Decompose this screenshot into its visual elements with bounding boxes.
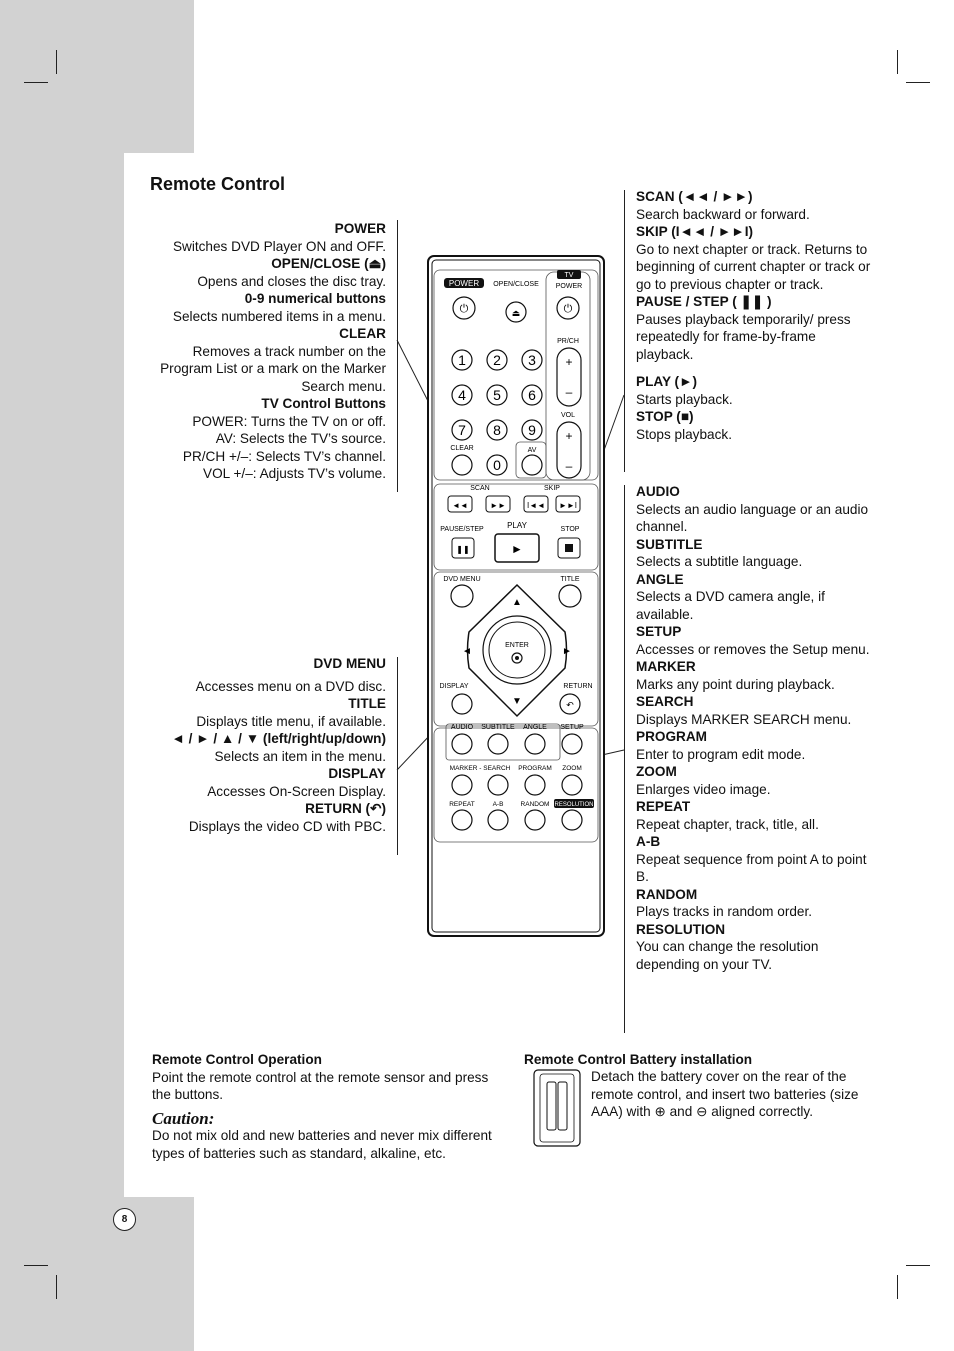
remote-pause-step-label: PAUSE/STEP (440, 526, 484, 533)
description-text: Selects numbered items in a menu. (172, 308, 386, 324)
digit-label: 2 (493, 352, 501, 368)
description-heading: RESOLUTION (636, 921, 726, 937)
program-button[interactable] (525, 775, 545, 795)
remote-clear-label: CLEAR (450, 445, 474, 452)
description-text: Starts playback. (636, 391, 733, 407)
description-text: Selects an audio language or an audio channel. (636, 501, 869, 534)
description-heading: MARKER (636, 659, 696, 674)
remote-control-illustration (420, 250, 610, 955)
arrow-up-icon: ▲ (512, 597, 522, 608)
description-text: Repeat chapter, track, title, all. (636, 816, 819, 832)
page-number: 8 (113, 1208, 136, 1231)
digit-label: 5 (493, 387, 501, 403)
ab-button[interactable] (488, 810, 508, 830)
remote-play-label: PLAY (507, 521, 527, 530)
remote-zoom-label: ZOOM (562, 765, 582, 772)
description-text: Selects an item in the menu. (214, 748, 386, 764)
description-text: AV: Selects the TV’s source. (215, 431, 386, 446)
caution-heading: Caution: (152, 1108, 215, 1128)
description-text: PR/CH +/–: Selects TV’s channel. (182, 448, 386, 464)
description-heading: DVD MENU (313, 656, 386, 671)
description-heading: ANGLE (636, 571, 684, 587)
stop-icon (565, 544, 573, 552)
description-heading: SKIP (I◄◄ / ►►I) (636, 224, 754, 239)
description-heading: A-B (636, 834, 661, 849)
operation-heading: Remote Control Operation (152, 1052, 322, 1067)
arrow-down-icon: ▼ (512, 696, 522, 707)
digit-label: 9 (528, 422, 536, 438)
remote-ab-label: A-B (492, 801, 504, 808)
description-heading: SEARCH (636, 694, 694, 709)
zoom-button[interactable] (562, 775, 582, 795)
arrow-left-icon: ◄ (462, 646, 472, 657)
description-heading: CLEAR (339, 326, 386, 341)
audio-button[interactable] (452, 734, 472, 754)
digit-label: 1 (458, 352, 466, 368)
description-heading: SCAN (◄◄ / ►►) (636, 189, 753, 204)
remote-power-label: POWER (448, 279, 480, 288)
description-text: Plays tracks in random order. (636, 904, 813, 919)
remote-display-label: DISPLAY (439, 683, 469, 690)
skip-forward-icon: ►►I (558, 501, 578, 510)
digit-label: 3 (528, 352, 536, 368)
digit-label: 0 (493, 457, 501, 473)
angle-button[interactable] (525, 734, 545, 754)
description-text: Marks any point during playback. (636, 676, 835, 692)
description-heading: REPEAT (636, 799, 691, 814)
description-text: Search backward or forward. (636, 206, 810, 222)
remote-open-close-label: OPEN/CLOSE (493, 281, 539, 288)
remote-title-label: TITLE (560, 576, 580, 583)
remote-dvd-menu-label: DVD MENU (443, 576, 481, 583)
remote-resolution-label: RESOLUTION (554, 802, 594, 808)
remote-setup-label: SETUP (560, 724, 584, 731)
tv-power-icon: ⏻ (563, 303, 573, 315)
description-heading: 0-9 numerical buttons (244, 291, 386, 306)
description-heading: POWER (334, 221, 386, 236)
minus-icon: – (565, 385, 573, 399)
description-text: Pauses playback temporarily/ press repeatedly for frame-by-frame playback. (636, 311, 851, 362)
description-text: Removes a track number on the Program List or a mark on the Marker Search menu. (160, 343, 386, 394)
description-text: Accesses or removes the Setup menu. (636, 641, 870, 657)
digit-label: 7 (458, 422, 466, 438)
remote-subtitle-label: SUBTITLE (481, 724, 515, 731)
description-text: You can change the resolution depending on your TV. (636, 939, 819, 972)
battery-heading: Remote Control Battery installation (524, 1052, 753, 1067)
description-text: Go to next chapter or track. Returns to beginning of current chapter or track or go to previous chapter or track. (636, 241, 871, 292)
description-heading: PAUSE / STEP ( ❚❚ ) (636, 294, 772, 309)
plus-icon: + (565, 355, 573, 369)
description-heading: PLAY (►) (636, 374, 698, 389)
remote-tv-label: TV (564, 272, 574, 279)
power-icon: ⏻ (459, 303, 469, 315)
description-text: Opens and closes the disc tray. (197, 273, 386, 289)
arrow-right-icon: ► (562, 646, 572, 657)
marker-button[interactable] (452, 775, 472, 795)
description-heading: RETURN (↶) (305, 801, 386, 816)
remote-program-label: PROGRAM (518, 765, 552, 772)
play-icon: ► (511, 542, 523, 556)
skip-back-icon: I◄◄ (526, 501, 546, 510)
remote-scan-label: SCAN (470, 485, 490, 492)
description-heading: TV Control Buttons (261, 396, 386, 411)
remote-marker-search-label: MARKER - SEARCH (449, 765, 511, 772)
description-text: Accesses On-Screen Display. (207, 783, 386, 799)
remote-repeat-label: REPEAT (449, 801, 475, 808)
description-heading: SUBTITLE (636, 536, 703, 552)
subtitle-button[interactable] (488, 734, 508, 754)
description-text: Selects a subtitle language. (636, 554, 803, 569)
description-text: Accesses menu on a DVD disc. (195, 678, 386, 694)
dvd-menu-button[interactable] (451, 585, 473, 607)
operation-text: Point the remote control at the remote sensor and press the buttons. (152, 1069, 489, 1102)
description-text: POWER: Turns the TV on or off. (192, 413, 386, 429)
fast-forward-icon: ►► (490, 501, 506, 510)
remote-return-label: RETURN (563, 683, 593, 690)
av-button[interactable] (522, 455, 542, 475)
remote-stop-label: STOP (560, 526, 580, 533)
description-heading: SETUP (636, 624, 682, 639)
remote-prch-label: PR/CH (557, 338, 579, 345)
description-heading: DISPLAY (328, 766, 386, 781)
remote-tv-power-label: POWER (555, 283, 583, 290)
return-icon: ↶ (566, 700, 574, 710)
minus-icon: – (565, 459, 573, 473)
page-title: Remote Control (150, 174, 285, 194)
description-text: Selects a DVD camera angle, if available. (636, 589, 825, 622)
remote-vol-label: VOL (560, 412, 576, 419)
setup-button[interactable] (562, 734, 582, 754)
description-heading: AUDIO (636, 484, 680, 499)
eject-icon: ⏏ (511, 308, 521, 318)
battery-text: Detach the battery cover on the rear of the remote control, and insert two batteries (size AAA) with ⊕ and ⊖ aligned correctly. (591, 1069, 859, 1119)
description-text: Stops playback. (636, 426, 732, 442)
description-heading: STOP (■) (636, 409, 694, 424)
description-heading: OPEN/CLOSE (⏏) (271, 256, 386, 271)
description-text: Repeat sequence from point A to point B. (636, 851, 867, 884)
description-text: Enlarges video image. (636, 781, 771, 797)
remote-audio-label: AUDIO (450, 724, 474, 731)
digit-label: 6 (528, 387, 536, 403)
remote-enter-label: ENTER (505, 642, 529, 649)
random-button[interactable] (525, 810, 545, 830)
search-button[interactable] (488, 775, 508, 795)
description-text: Switches DVD Player ON and OFF. (172, 238, 386, 254)
digit-label: 4 (458, 387, 466, 403)
pause-icon: ❚❚ (456, 545, 470, 554)
battery-illustration (530, 1068, 586, 1148)
description-heading: ZOOM (636, 764, 677, 779)
description-heading: ◄ / ► / ▲ / ▼ (left/right/up/down) (171, 731, 386, 746)
battery-section (524, 1051, 874, 1069)
remote-angle-label: ANGLE (523, 724, 547, 731)
description-text: Displays MARKER SEARCH menu. (636, 711, 852, 727)
description-heading: PROGRAM (636, 729, 707, 744)
title-button[interactable] (559, 585, 581, 607)
description-text: Displays title menu, if available. (196, 713, 386, 729)
clear-button[interactable] (452, 455, 472, 475)
remote-skip-label: SKIP (544, 485, 560, 492)
description-text: Enter to program edit mode. (636, 746, 806, 762)
rewind-icon: ◄◄ (452, 501, 468, 510)
resolution-button[interactable] (562, 810, 582, 830)
description-heading: RANDOM (636, 886, 698, 902)
remote-av-label: AV (527, 447, 537, 454)
plus-icon: + (565, 429, 573, 443)
description-text: Displays the video CD with PBC. (188, 818, 386, 834)
description-text: VOL +/–: Adjusts TV’s volume. (203, 466, 386, 481)
repeat-button[interactable] (452, 810, 472, 830)
remote-random-label: RANDOM (520, 801, 550, 808)
display-button[interactable] (452, 694, 472, 714)
digit-label: 8 (493, 422, 501, 438)
description-heading: TITLE (348, 696, 386, 711)
caution-text: Do not mix old and new batteries and never mix different types of batteries such as standard, alkaline, etc. (152, 1128, 492, 1161)
remote-operation-section (152, 1051, 498, 1162)
